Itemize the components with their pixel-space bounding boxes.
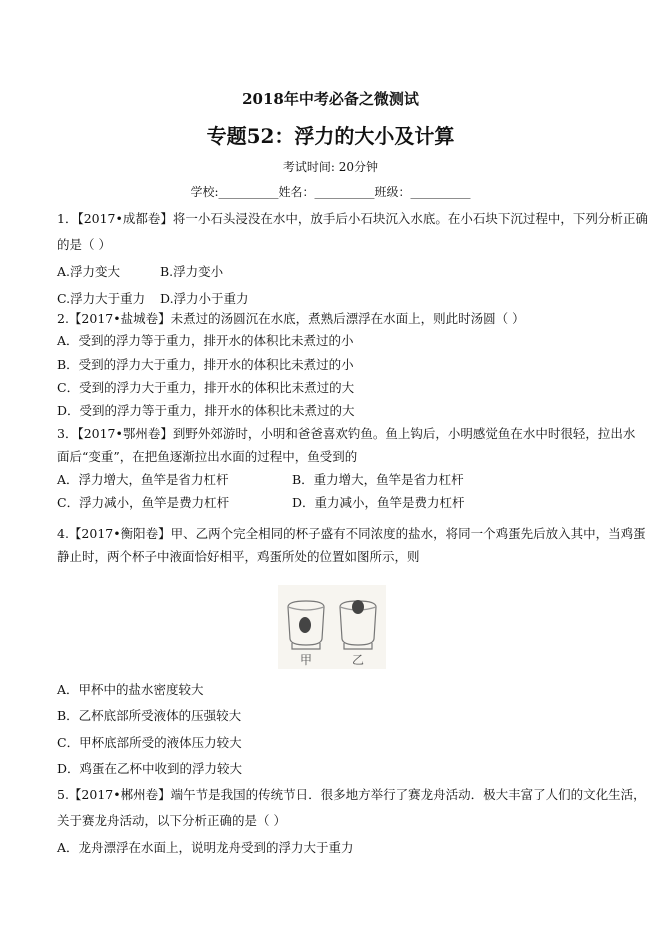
egg-in-cup-jia (299, 617, 311, 633)
student-info-line: 学校:__________姓名：__________班级：__________ (190, 185, 471, 199)
question-3-option-d: D．重力减小，鱼竿是费力杠杆 (292, 495, 465, 510)
question-1-option-c: C.浮力大于重力 (57, 291, 146, 306)
question-2-option-d: D．受到的浮力等于重力，排开水的体积比未煮过的大 (57, 403, 355, 418)
question-1-stem-line-1: 1．【2017•成都卷】将一小石头浸没在水中，放手后小石块沉入水底。在小石块下沉过程中，下列分析正确 (57, 211, 648, 226)
question-4-stem-line-2: 静止时，两个杯子中液面恰好相平，鸡蛋所处的位置如图所示，则 (57, 549, 420, 564)
question-2-option-a: A．受到的浮力等于重力，排开水的体积比未煮过的小 (57, 333, 354, 348)
question-3-stem-line-1: 3．【2017•鄂州卷】到野外郊游时，小明和爸爸喜欢钓鱼。鱼上钩后，小明感觉鱼在水中时很轻，拉出水 (57, 426, 636, 441)
exam-time: 考试时间: 20分钟 (282, 160, 379, 174)
question-5-stem-line-2: 关于赛龙舟活动，以下分析正确的是（ ） (57, 813, 286, 828)
question-5-option-a: A．龙舟漂浮在水面上，说明龙舟受到的浮力大于重力 (57, 840, 354, 855)
question-2-option-c: C．受到的浮力大于重力，排开水的体积比未煮过的大 (57, 380, 355, 395)
figure-label-jia: 甲 (300, 653, 313, 667)
question-3-option-c: C．浮力减小，鱼竿是费力杠杆 (57, 495, 230, 510)
question-2-stem-line-1: 2.【2017•盐城卷】未煮过的汤圆沉在水底，煮熟后漂浮在水面上，则此时汤圆（ ） (57, 311, 525, 326)
question-1-option-b: B.浮力变小 (160, 264, 224, 279)
question-1-option-a: A.浮力变大 (57, 264, 121, 279)
exam-title: 2018年中考必备之微测试 (242, 90, 419, 108)
egg-cups-illustration (278, 585, 386, 669)
question-3-stem-line-2: 面后“变重”，在把鱼逐渐拉出水面的过程中，鱼受到的 (57, 449, 358, 464)
question-1-option-d: D.浮力小于重力 (160, 291, 249, 306)
topic-title: 专题52：浮力的大小及计算 (206, 124, 455, 148)
question-4-option-c: C．甲杯底部所受的液体压力较大 (57, 735, 242, 750)
question-4-option-a: A．甲杯中的盐水密度较大 (57, 682, 204, 697)
question-2-option-b: B．受到的浮力大于重力，排开水的体积比未煮过的小 (57, 357, 354, 372)
question-5-stem-line-1: 5.【2017•郴州卷】端午节是我国的传统节日．很多地方举行了赛龙舟活动．极大丰富了人们的文化生活， (57, 787, 646, 802)
question-3-option-a: A．浮力增大，鱼竿是省力杠杆 (57, 472, 229, 487)
question-3-option-b: B．重力增大，鱼竿是省力杠杆 (292, 472, 464, 487)
question-4-stem-line-1: 4.【2017•衡阳卷】甲、乙两个完全相同的杯子盛有不同浓度的盐水，将同一个鸡蛋先后放入其中，当鸡蛋 (57, 526, 646, 541)
egg-in-cup-yi (352, 600, 364, 614)
egg-cups-figure (278, 585, 386, 669)
question-4-option-b: B．乙杯底部所受液体的压强较大 (57, 708, 242, 723)
question-1-stem-line-2: 的是（ ） (57, 237, 111, 252)
figure-label-yi: 乙 (352, 653, 365, 667)
question-4-option-d: D．鸡蛋在乙杯中收到的浮力较大 (57, 761, 243, 776)
